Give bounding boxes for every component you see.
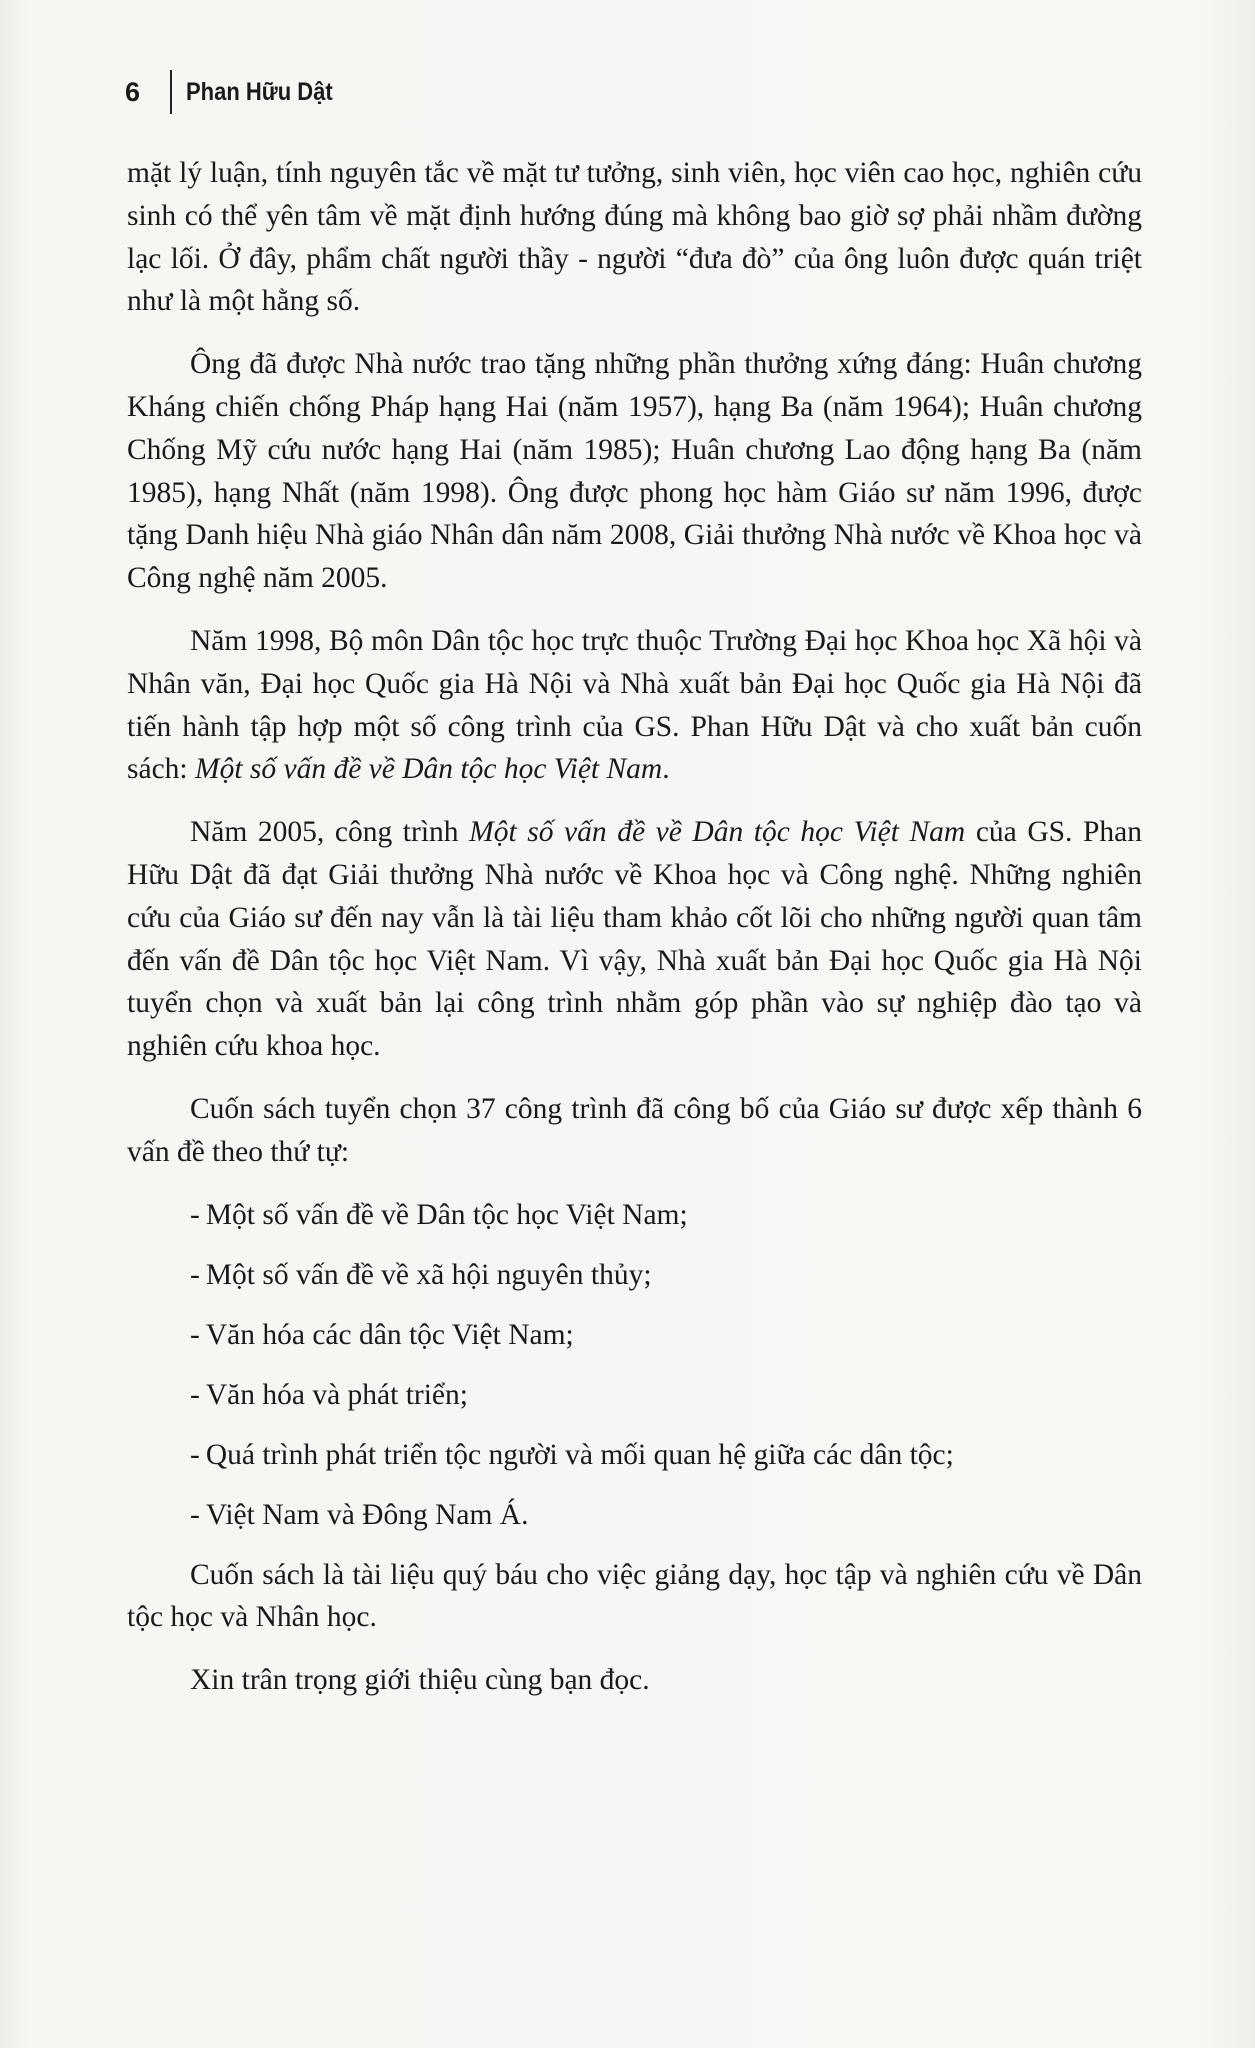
paragraph-3-text: Năm 1998, Bộ môn Dân tộc học trực thuộc Trường Đại học Khoa học Xã hội và Nhân văn, Đại học Quốc gia Hà Nội và Nhà xuất bản Đại học Quốc gia Hà Nội đã tiến hành tập hợp một số công trình của GS. Phan Hữu Dật và cho xuất bản cuốn sách: [127, 624, 1142, 786]
list-item-text: Một số vấn đề về Dân tộc học Việt Nam; [205, 1198, 688, 1231]
list-item-text: Một số vấn đề về xã hội nguyên thủy; [205, 1258, 652, 1291]
paragraph-3 [127, 620, 1142, 791]
list-item-text: Văn hóa và phát triển; [205, 1378, 468, 1411]
list-item-text: Việt Nam và Đông Nam Á. [205, 1498, 529, 1531]
paragraph-7: Xin trân trọng giới thiệu cùng bạn đọc. [190, 1664, 650, 1697]
topic-list [127, 1194, 1142, 1536]
list-item: - Một số vấn đề về xã hội nguyên thủy; [190, 1258, 652, 1291]
paragraph-4-book-title: Một số vấn đề về Dân tộc học Việt Nam [469, 816, 966, 849]
list-item-text: Văn hóa các dân tộc Việt Nam; [205, 1318, 574, 1351]
paragraph-2: Ông đã được Nhà nước trao tặng những phần thưởng xứng đáng: Huân chương Kháng chiến chống Pháp hạng Hai (năm 1957), hạng Ba (năm 1964); Huân chương Chống Mỹ cứu nước hạng Hai (năm 1985); Huân chương Lao động hạng Ba (năm 1985), hạng Nhất (năm 1998). Ông được phong học hàm Giáo sư năm 1996, được tặng Danh hiệu Nhà giáo Nhân dân năm 2008, Giải thưởng Nhà nước về Khoa học và Công nghệ năm 2005. [127, 348, 1142, 595]
paragraph-1: mặt lý luận, tính nguyên tắc về mặt tư tưởng, sinh viên, học viên cao học, nghiên cứu sinh có thể yên tâm về mặt định hướng đúng mà không bao giờ sợ phải nhầm đường lạc lối. Ở đây, phẩm chất người thầy - người “đưa đò” của ông luôn được quán triệt như là một hằng số. [127, 157, 1142, 318]
list-item: - Quá trình phát triển tộc người và mối quan hệ giữa các dân tộc; [190, 1438, 954, 1471]
paragraph-3-book-title: Một số vấn đề về Dân tộc học Việt Nam [195, 753, 663, 786]
list-item: - Việt Nam và Đông Nam Á. [190, 1498, 529, 1531]
paragraph-6: Cuốn sách là tài liệu quý báu cho việc giảng dạy, học tập và nghiên cứu về Dân tộc học và Nhân học. [127, 1558, 1142, 1634]
header-divider [170, 70, 172, 114]
paragraph-4 [127, 811, 1142, 1068]
paragraph-3-end: . [662, 753, 670, 786]
running-header-author: Phan Hữu Dật [186, 77, 333, 106]
paragraph-4-start: Năm 2005, công trình [190, 816, 470, 849]
body-text [127, 152, 1142, 1702]
page-number: 6 [125, 76, 141, 107]
running-header [125, 68, 353, 116]
paragraph-4-text: của GS. Phan Hữu Dật đã đạt Giải thưởng Nhà nước về Khoa học và Công nghệ. Những nghiên cứu của Giáo sư đến nay vẫn là tài liệu tham khảo cốt lõi cho những người quan tâm đến vấn đề Dân tộc học Việt Nam. Vì vậy, Nhà xuất bản Đại học Quốc gia Hà Nội tuyển chọn và xuất bản lại công trình nhằm góp phần vào sự nghiệp đào tạo và nghiên cứu khoa học. [127, 816, 1143, 1063]
list-item: - Một số vấn đề về Dân tộc học Việt Nam; [190, 1198, 688, 1231]
list-item-text: Quá trình phát triển tộc người và mối quan hệ giữa các dân tộc; [205, 1438, 954, 1471]
list-item: - Văn hóa và phát triển; [190, 1378, 468, 1411]
list-item: - Văn hóa các dân tộc Việt Nam; [190, 1318, 574, 1351]
paragraph-5: Cuốn sách tuyển chọn 37 công trình đã công bố của Giáo sư được xếp thành 6 vấn đề theo thứ tự: [127, 1092, 1142, 1168]
